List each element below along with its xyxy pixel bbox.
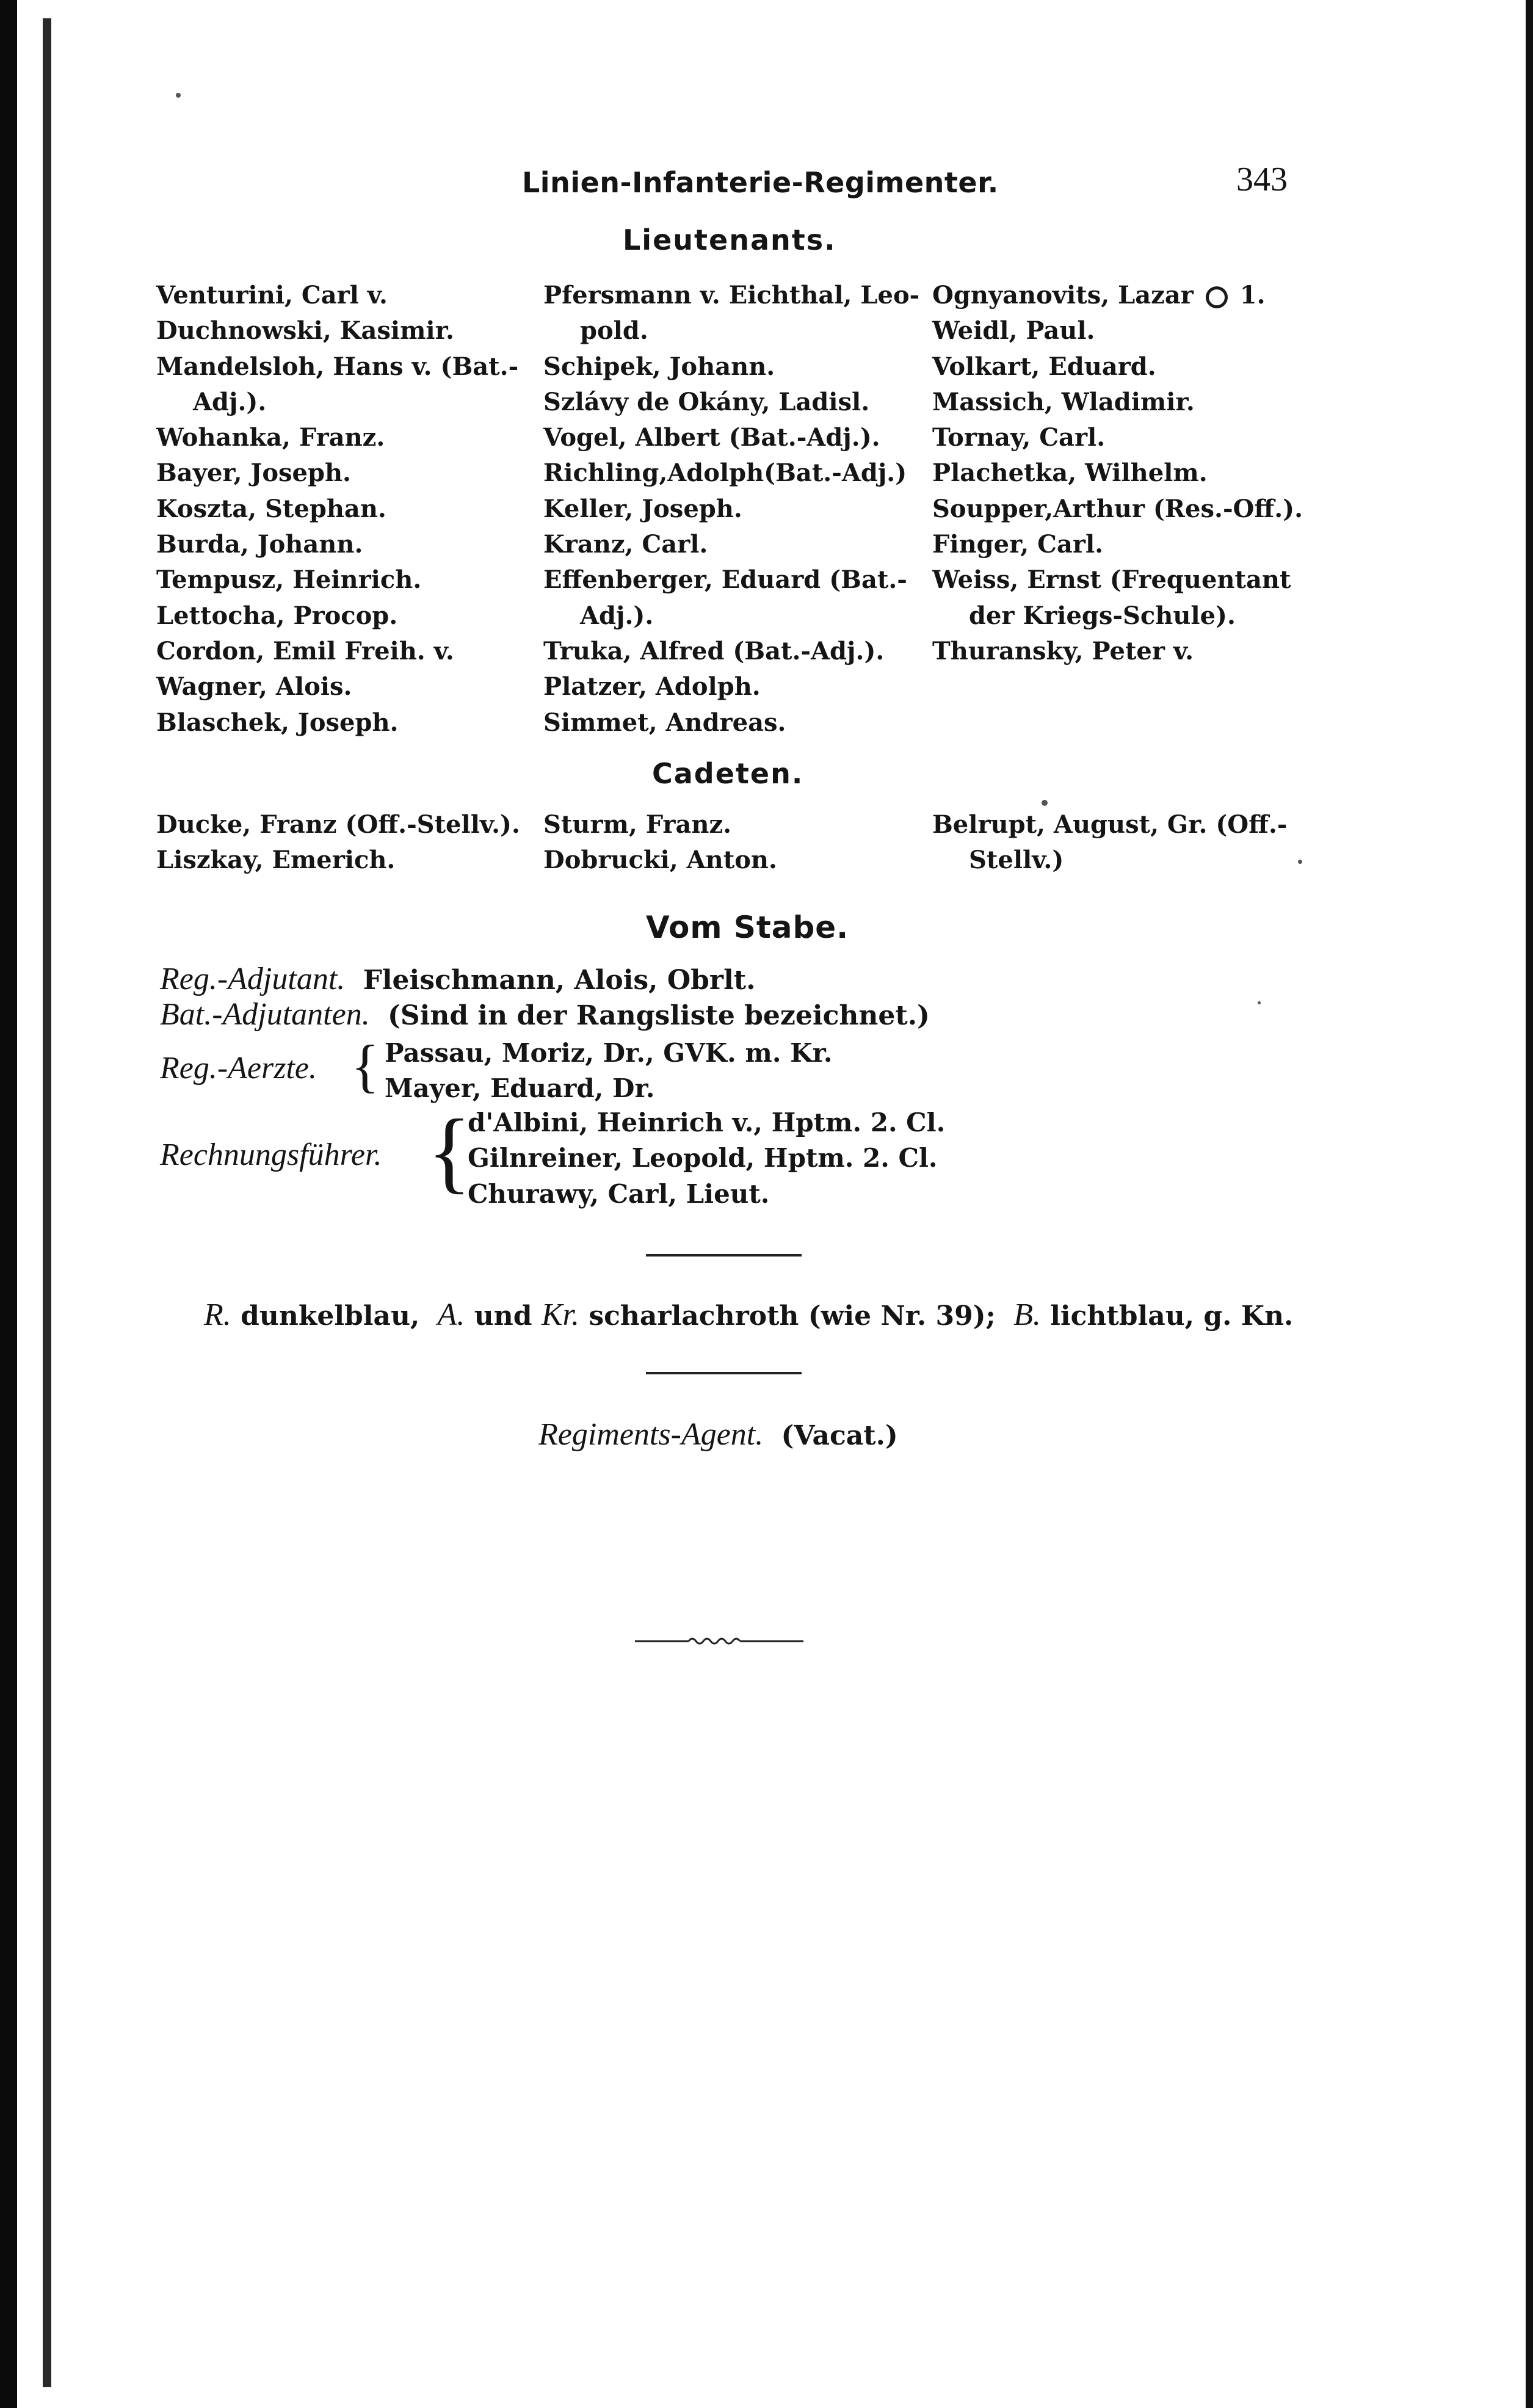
lieutenants-column-2 xyxy=(543,278,919,741)
heading-cadets: Cadeten. xyxy=(652,757,804,790)
bat-adjutanten-value: (Sind in der Rangsliste bezeichnet.) xyxy=(388,1000,930,1031)
list-item: Plachetka, Wilhelm. xyxy=(932,459,1208,488)
list-item: pold. xyxy=(580,316,648,346)
r-label: R. xyxy=(204,1297,231,1332)
list-item: Dobrucki, Anton. xyxy=(543,846,777,875)
list-item: Wagner, Alois. xyxy=(156,672,352,702)
list-item: Bayer, Joseph. xyxy=(156,459,351,488)
list-item: Thuransky, Peter v. xyxy=(932,636,1194,665)
list-item: Weidl, Paul. xyxy=(932,316,1095,346)
rechnungsfuehrer-label: Rechnungsführer. xyxy=(160,1137,382,1172)
order-circle-icon xyxy=(1206,286,1228,308)
list-item: Venturini, Carl v. xyxy=(156,281,388,310)
list-item: Szlávy de Okány, Ladisl. xyxy=(543,387,870,416)
list-item: Stellv.) xyxy=(969,846,1064,875)
list-item: Mandelsloh, Hans v. (Bat.- xyxy=(156,352,519,381)
list-item: Platzer, Adolph. xyxy=(543,672,761,702)
scan-speck xyxy=(1042,800,1048,806)
list-item: Vogel, Albert (Bat.-Adj.). xyxy=(543,423,880,452)
reg-adjutant-label: Reg.-Adjutant. xyxy=(160,962,346,996)
uniform-colors-line xyxy=(204,1297,1293,1333)
reg-aerzte-list xyxy=(385,1035,832,1107)
list-item: Adj.). xyxy=(580,601,654,630)
list-item: Mayer, Eduard, Dr. xyxy=(385,1073,655,1104)
divider xyxy=(646,1254,802,1257)
list-item: der Kriegs-Schule). xyxy=(969,601,1236,630)
r-value: dunkelblau, xyxy=(241,1300,420,1332)
list-item-name: Ognyanovits, Lazar xyxy=(932,281,1194,310)
reg-adjutant-value: Fleischmann, Alois, Obrlt. xyxy=(363,965,756,996)
heading-lieutenants: Lieutenants. xyxy=(623,223,836,256)
list-item: Kranz, Carl. xyxy=(543,530,708,559)
heading-staff: Vom Stabe. xyxy=(646,910,849,945)
lieutenants-column-3 xyxy=(932,278,1303,669)
list-item: Tempusz, Heinrich. xyxy=(156,565,422,595)
list-item: d'Albini, Heinrich v., Hptm. 2. Cl. xyxy=(468,1108,946,1137)
cadets-column-2 xyxy=(543,807,777,879)
list-item xyxy=(932,278,1303,313)
list-item: Schipek, Johann. xyxy=(543,352,775,381)
list-item: Finger, Carl. xyxy=(932,530,1104,559)
b-value: lichtblau, g. Kn. xyxy=(1050,1300,1294,1332)
kr-value: scharlachroth (wie Nr. 39); xyxy=(589,1300,996,1332)
regiments-agent-row xyxy=(538,1416,898,1452)
list-item: Liszkay, Emerich. xyxy=(156,846,396,875)
lieutenants-column-1 xyxy=(156,278,518,741)
list-item: Ducke, Franz (Off.-Stellv.). xyxy=(156,810,520,839)
list-item: Massich, Wladimir. xyxy=(932,387,1195,416)
bat-adjutanten-row xyxy=(160,996,930,1032)
list-item: Cordon, Emil Freih. v. xyxy=(156,636,454,665)
divider xyxy=(646,1372,802,1374)
reg-aerzte-label: Reg.-Aerzte. xyxy=(160,1051,317,1086)
list-item: Lettocha, Procop. xyxy=(156,601,398,630)
cadets-column-3 xyxy=(932,807,1287,879)
list-item: Truka, Alfred (Bat.-Adj.). xyxy=(543,636,885,665)
list-item: Volkart, Eduard. xyxy=(932,352,1156,381)
list-item: Sturm, Franz. xyxy=(543,810,732,839)
list-item: Adj.). xyxy=(193,387,267,416)
bat-adjutanten-label: Bat.-Adjutanten. xyxy=(160,997,370,1032)
und-text: und xyxy=(474,1300,532,1332)
end-ornament-icon xyxy=(635,1631,803,1650)
rechnungsfuehrer-list xyxy=(468,1105,945,1212)
b-label: B. xyxy=(1013,1297,1041,1332)
list-item: Blaschek, Joseph. xyxy=(156,708,399,737)
list-item: Passau, Moriz, Dr., GVK. m. Kr. xyxy=(385,1038,833,1068)
scan-speck xyxy=(176,93,181,98)
scan-speck xyxy=(1298,860,1302,864)
list-item: Gilnreiner, Leopold, Hptm. 2. Cl. xyxy=(468,1143,938,1173)
list-item: Duchnowski, Kasimir. xyxy=(156,316,454,346)
cadets-column-1 xyxy=(156,807,520,879)
a-label: A. xyxy=(437,1297,465,1332)
reg-adjutant-row xyxy=(160,961,755,997)
list-item: Burda, Johann. xyxy=(156,530,363,559)
list-item: Keller, Joseph. xyxy=(543,494,742,523)
list-item: Simmet, Andreas. xyxy=(543,708,786,737)
scan-speck xyxy=(1258,1001,1261,1004)
list-item: Churawy, Carl, Lieut. xyxy=(468,1178,770,1209)
list-item: Belrupt, August, Gr. (Off.- xyxy=(932,810,1288,839)
kr-label: Kr. xyxy=(541,1297,579,1332)
list-item-suffix: 1. xyxy=(1239,281,1266,310)
list-item: Effenberger, Eduard (Bat.- xyxy=(543,565,907,595)
brace-icon: { xyxy=(427,1101,471,1202)
list-item: Koszta, Stephan. xyxy=(156,494,386,523)
list-item: Wohanka, Franz. xyxy=(156,423,385,452)
running-title: Linien-Infanterie-Regimenter. xyxy=(522,166,999,199)
list-item: Weiss, Ernst (Frequentant xyxy=(932,565,1291,595)
list-item: Pfersmann v. Eichthal, Leo- xyxy=(543,281,920,310)
brace-icon: { xyxy=(351,1033,380,1098)
list-item: Richling,Adolph(Bat.-Adj.) xyxy=(543,459,907,488)
page-number: 343 xyxy=(1236,161,1288,198)
regiments-agent-label: Regiments-Agent. xyxy=(538,1417,764,1452)
list-item: Soupper,Arthur (Res.-Off.). xyxy=(932,494,1303,523)
regiments-agent-value: (Vacat.) xyxy=(781,1420,898,1451)
list-item: Tornay, Carl. xyxy=(932,423,1106,452)
